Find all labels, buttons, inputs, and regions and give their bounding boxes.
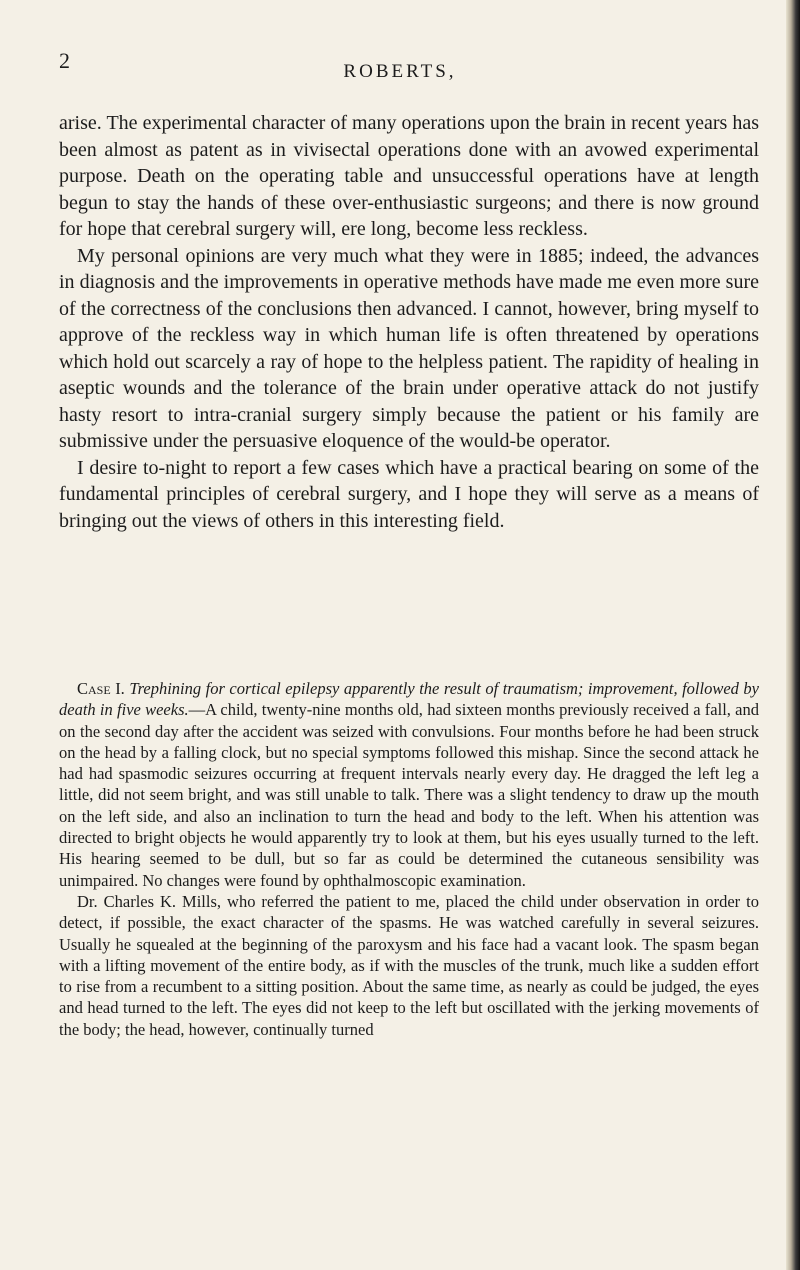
case-title: Trephining for cortical epilepsy apparently the result of traumatism; improvement, followed by death in five weeks. bbox=[59, 679, 759, 720]
paragraph: arise. The experimental character of many operations upon the brain in recent years has been almost as patent as in vivisectal operations done with an avowed experimental purpose. Death on the operating table and unsuccessful operations have at length begun to stay the hands of these over-enthusiastic surgeons; and there is now ground for hope that cerebral surgery will, ere long, become less reckless. bbox=[59, 112, 759, 240]
paragraph: My personal opinions are very much what they were in 1885; indeed, the advances in diagnosis and the improvements in operative methods have made me even more sure of the correctness of the conclusions then advanced. I cannot, however, bring myself to approve of the reckless way in which human life is often threatened by operations which hold out scarcely a ray of hope to the helpless patient. The rapidity of healing in aseptic wounds and the tolerance of the brain under operative attack do not justify hasty resort to intra-cranial surgery simply because the patient or his family are submissive under the persuasive eloquence of the would-be operator. bbox=[59, 244, 759, 452]
paragraph: I desire to-night to report a few cases which have a practical bearing on some of the fundamental principles of cerebral surgery, and I hope they will serve as a means of bringing out the views of others in this interesting field. bbox=[59, 456, 759, 532]
page-number: 2 bbox=[59, 48, 70, 73]
case-paragraph bbox=[59, 678, 759, 891]
case-paragraph: Dr. Charles K. Mills, who referred the patient to me, placed the child under observation in order to detect, if possible, the exact character of the spasms. He was watched carefully in several seizures. Usually he squealed at the beginning of the paroxysm and his face had a vacant look. The spasm began with a lifting movement of the entire body, as if with the muscles of the trunk, much like a sudden effort to rise from a recumbent to a sitting position. About the same time, as nearly as could be judged, the eyes and head turned to the left. The eyes did not keep to the left but oscillated with the jerking movements of the body; the head, however, continually turned bbox=[59, 891, 759, 1039]
case-report bbox=[59, 678, 759, 1040]
case-label: Case I. bbox=[77, 679, 125, 698]
main-text bbox=[59, 110, 759, 534]
running-head: ROBERTS, bbox=[343, 61, 457, 82]
page-edge bbox=[786, 0, 800, 1270]
case-text: —A child, twenty-nine months old, had sixteen months previously received a fall, and on the second day after the accident was seized with convulsions. Four months before he had been struck on the head by a falling clock, but no special symptoms followed this mishap. Since the second attack he had had spasmodic seizures occurring at frequent intervals nearly every day. He dragged the left leg a little, did not seem bright, and was still unable to talk. There was a slight tendency to draw up the mouth on the left side, and also an inclination to turn the head and body to the left. When his attention was directed to bright objects he would apparently try to look at them, but his eyes usually turned to the left. His hearing seemed to be dull, but so far as could be determined the cutaneous sensibility was unimpaired. No changes were found by ophthalmoscopic examination. bbox=[59, 700, 759, 890]
